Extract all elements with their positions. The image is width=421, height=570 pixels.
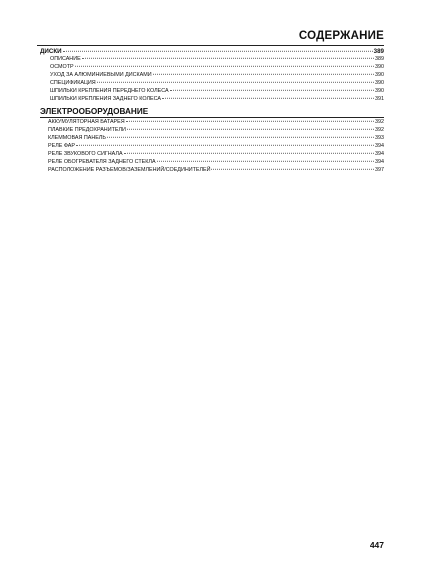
toc-entry-page: 392 [375, 127, 384, 134]
dot-leader [82, 58, 374, 59]
toc-entry-label: ПЛАВКИЕ ПРЕДОХРАНИТЕЛИ [48, 127, 126, 134]
toc-entry[interactable] [40, 80, 384, 88]
toc-entry-page: 390 [375, 71, 384, 78]
toc-entry-page: 397 [375, 166, 384, 173]
toc-entry[interactable] [40, 143, 384, 151]
dot-leader [162, 97, 374, 98]
toc-entry[interactable] [40, 127, 384, 135]
page-title: СОДЕРЖАНИЕ [298, 30, 384, 42]
page-number: 447 [369, 540, 384, 550]
toc-entry[interactable] [40, 119, 384, 127]
toc-entry-page: 393 [375, 135, 384, 142]
toc-entry-label: ДИСКИ [40, 48, 62, 55]
toc-entry-label: СПЕЦИФИКАЦИЯ [50, 79, 96, 86]
toc-entry-label: КЛЕММОВАЯ ПАНЕЛЬ [48, 135, 106, 142]
toc-entry-label: РАСПОЛОЖЕНИЕ РАЗЪЕМОВ/ЗАЗЕМЛЕНИЙ/СОЕДИНИТЕЛЕЙ [48, 166, 211, 173]
toc-entry-page: 389 [375, 56, 384, 62]
dot-leader [107, 137, 374, 138]
toc-entry-page: 389 [373, 48, 384, 55]
toc-entry-label: УХОД ЗА АЛЮМИНИЕВЫМИ ДИСКАМИ [50, 71, 152, 78]
toc-entry-label: РЕЛЕ ФАР [48, 143, 75, 150]
toc-entry[interactable] [40, 159, 384, 167]
toc-entry-label: ШПИЛЬКИ КРЕПЛЕНИЯ ПЕРЕДНЕГО КОЛЕСА [50, 87, 169, 94]
dot-leader [124, 153, 374, 154]
toc-entry-label: РЕЛЕ ЗВУКОВОГО СИГНАЛА [48, 151, 123, 158]
toc-entry-page: 394 [375, 151, 384, 158]
toc-entry-page: 392 [375, 119, 384, 126]
toc-entry-page: 394 [375, 143, 384, 150]
toc-entry-page: 390 [375, 79, 384, 86]
toc-entry[interactable] [40, 96, 384, 104]
dot-leader [126, 121, 374, 122]
dot-leader [76, 145, 374, 146]
toc-entry-label: АККУМУЛЯТОРНАЯ БАТАРЕЯ [48, 119, 125, 126]
toc-entry[interactable] [40, 64, 384, 72]
toc-entry[interactable] [40, 72, 384, 80]
table-of-contents [40, 48, 384, 175]
toc-entry-page: 390 [375, 63, 384, 70]
dot-leader [75, 66, 374, 67]
toc-entry[interactable] [40, 151, 384, 159]
dot-leader [170, 89, 374, 90]
toc-entry-label: ОСМОТР [50, 63, 74, 70]
header-divider [37, 45, 384, 46]
toc-entry-label: ОПИСАНИЕ [50, 56, 81, 62]
section-divider [40, 117, 384, 118]
toc-entry[interactable] [40, 88, 384, 96]
toc-entry[interactable] [40, 56, 384, 64]
dot-leader [211, 169, 374, 170]
toc-entry[interactable] [40, 135, 384, 143]
toc-entry-page: 391 [375, 95, 384, 102]
dot-leader [97, 82, 374, 83]
dot-leader [153, 74, 374, 75]
toc-entry-page: 390 [375, 87, 384, 94]
section-title-electrical[interactable]: ЭЛЕКТРООБОРУДОВАНИЕ [40, 107, 149, 117]
toc-entry-label: ШПИЛЬКИ КРЕПЛЕНИЯ ЗАДНЕГО КОЛЕСА [50, 95, 161, 102]
dot-leader [63, 51, 373, 52]
toc-entry-disks[interactable] [40, 48, 384, 56]
dot-leader [157, 161, 374, 162]
toc-entry[interactable] [40, 167, 384, 175]
toc-entry-page: 394 [375, 158, 384, 165]
dot-leader [127, 129, 374, 130]
toc-entry-label: РЕЛЕ ОБОГРЕВАТЕЛЯ ЗАДНЕГО СТЕКЛА [48, 158, 156, 165]
